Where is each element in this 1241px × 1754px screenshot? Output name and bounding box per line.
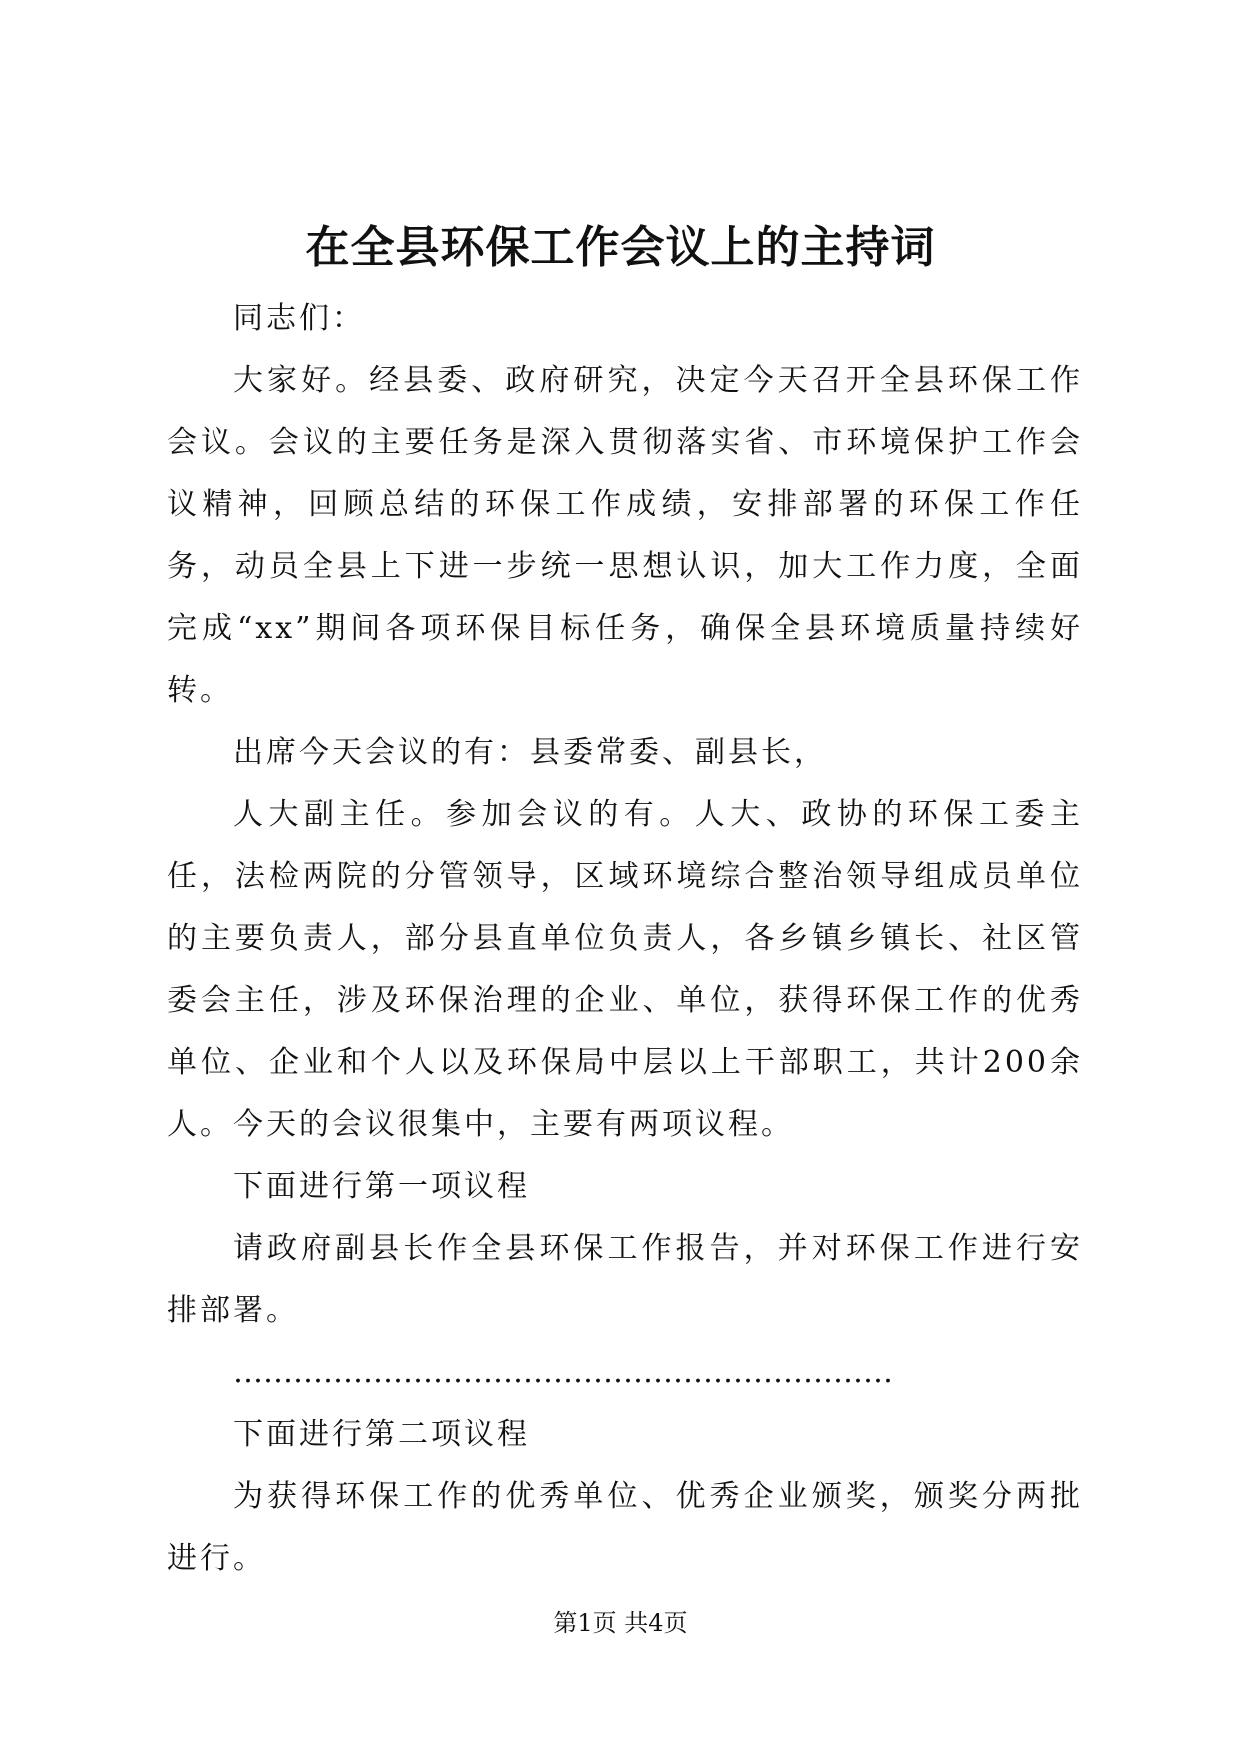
document-body — [167, 288, 1083, 1590]
document-title: 在全县环保工作会议上的主持词 — [305, 222, 936, 273]
paragraph-participants: 人大副主任。参加会议的有。人大、政协的环保工委主任，法检两院的分管领导，区域环境综合整治领导组成员单位的主要负责人，部分县直单位负责人，各乡镇乡镇长、社区管委会主任，涉及环保治理的企业、单位，获得环保工作的优秀单位、企业和个人以及环保局中层以上干部职工，共计200余人。今天的会议很集中，主要有两项议程。 — [167, 797, 1083, 1142]
page-footer: 第1页 共4页 — [553, 1609, 688, 1637]
paragraph-agenda-one-heading: 下面进行第一项议程 — [233, 1169, 530, 1204]
paragraph-agenda-two-heading: 下面进行第二项议程 — [233, 1417, 530, 1452]
paragraph-agenda-two-body: 为获得环保工作的优秀单位、优秀企业颁奖，颁奖分两批进行。 — [167, 1479, 1083, 1576]
paragraph-opening: 大家好。经县委、政府研究，决定今天召开全县环保工作会议。会议的主要任务是深入贯彻落实省、市环境保护工作会议精神，回顾总结的环保工作成绩，安排部署的环保工作任务，动员全县上下进一步统一思想认识，加大工作力度，全面完成“xx”期间各项环保目标任务，确保全县环境质量持续好转。 — [167, 363, 1083, 708]
paragraph-agenda-one-body: 请政府副县长作全县环保工作报告，并对环保工作进行安排部署。 — [167, 1231, 1083, 1328]
ellipsis-divider: ………………………………………………………… — [233, 1355, 893, 1390]
paragraph-attendees: 出席今天会议的有：县委常委、副县长， — [233, 735, 827, 770]
paragraph-salutation: 同志们： — [233, 301, 365, 336]
